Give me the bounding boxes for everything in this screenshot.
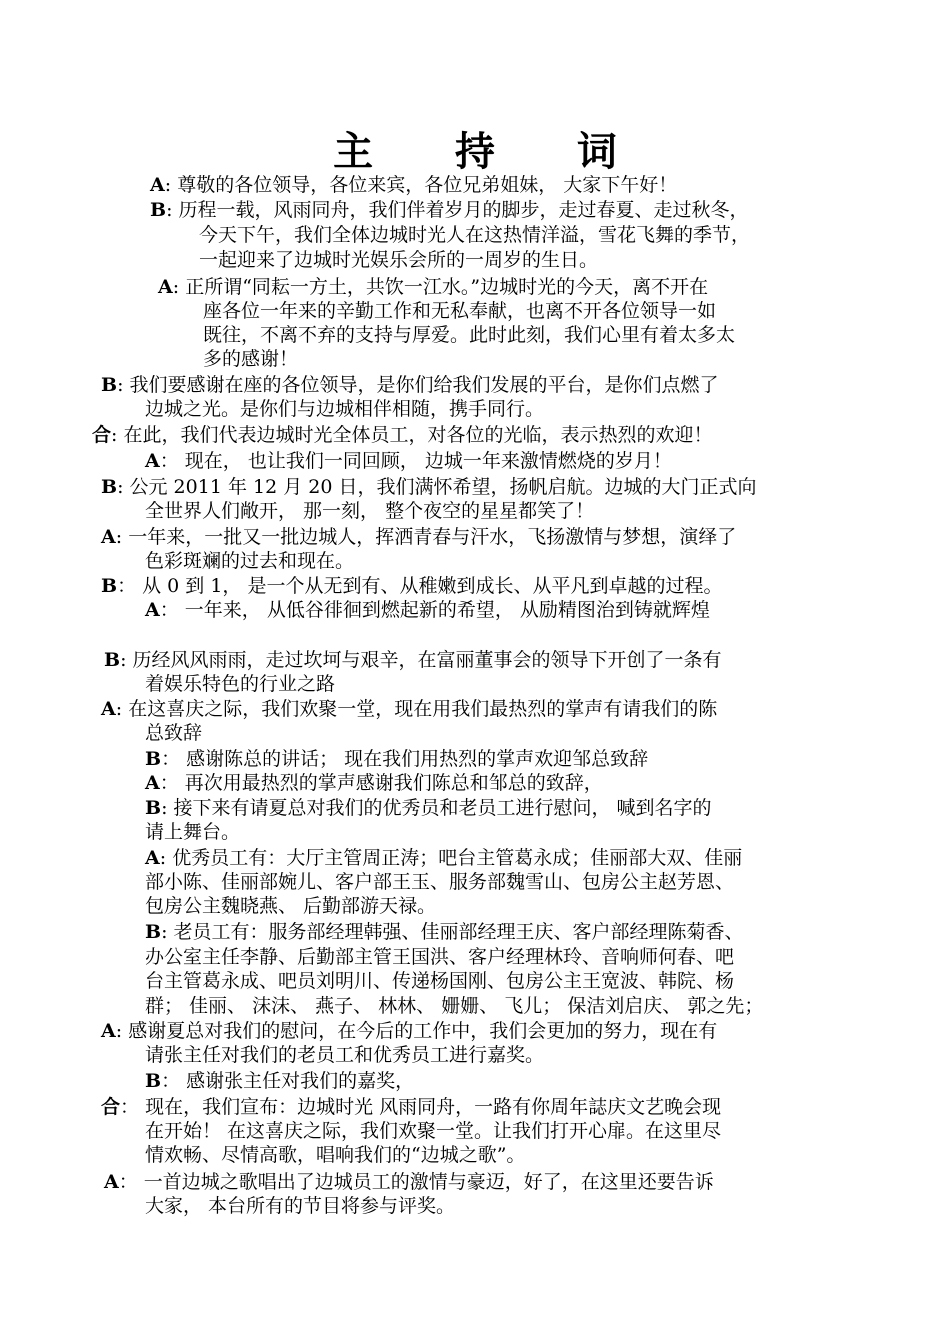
script-line xyxy=(145,1143,525,1167)
line-text: 群； 佳丽、 沫沫、 燕子、 林林、 姗姗、 飞儿； 保洁刘启庆、 郭之先； xyxy=(145,995,764,1017)
speaker-separator: : xyxy=(120,649,133,671)
script-line xyxy=(145,870,734,894)
line-text: 请上舞台。 xyxy=(145,821,241,843)
line-text: 边城之光。是你们与边城相伴相随，携手同行。 xyxy=(145,398,545,420)
line-text: 今天下午，我们全体边城时光人在这热情洋溢，雪花飞舞的季节， xyxy=(199,224,751,246)
speaker-label: A xyxy=(145,599,160,621)
line-text: 多的感谢！ xyxy=(203,348,299,370)
speaker-label: B xyxy=(101,575,118,597)
speaker-separator: ： xyxy=(159,772,185,794)
script-line xyxy=(150,198,749,222)
line-text: 历经风风雨雨，走过坎坷与艰辛，在富丽董事会的领导下开创了一条有 xyxy=(132,649,722,671)
speaker-label: A xyxy=(145,847,160,869)
speaker-label: B xyxy=(101,374,118,396)
script-line xyxy=(150,173,677,197)
speaker-separator: ： xyxy=(161,1070,187,1092)
line-text: 公元 2011 年 12 月 20 日，我们满怀希望，扬帆启航。边城的大门正式向 xyxy=(129,476,757,498)
script-line xyxy=(145,672,335,696)
line-text: 尊敬的各位领导，各位来宾，各位兄弟姐妹， 大家下午好！ xyxy=(177,174,678,196)
speaker-label: 合 xyxy=(101,1096,121,1118)
script-line xyxy=(101,373,719,397)
script-line xyxy=(203,323,735,347)
line-text: 现在，我们宣布：边城时光 风雨同舟，一路有你周年誌庆文艺晚会现 xyxy=(145,1096,722,1118)
speaker-label: A xyxy=(145,772,160,794)
line-text: 再次用最热烈的掌声感谢我们陈总和邹总的致辞， xyxy=(184,772,603,794)
script-line xyxy=(145,499,594,523)
speaker-label: B xyxy=(145,921,162,943)
script-line xyxy=(145,994,763,1018)
script-line xyxy=(158,275,708,299)
speaker-separator: : xyxy=(115,1020,129,1042)
speaker-separator: ： xyxy=(159,599,185,621)
line-text: 座各位一年来的辛勤工作和无私奉献，也离不开各位领导一如 xyxy=(203,300,717,322)
line-text: 从 0 到 1， 是一个从无到有、从稚嫩到成长、从平凡到卓越的过程。 xyxy=(142,575,723,597)
script-line xyxy=(101,697,717,721)
script-line xyxy=(101,525,736,549)
script-line xyxy=(101,574,722,598)
script-line xyxy=(101,1095,721,1119)
script-line xyxy=(203,299,716,323)
line-text: 感谢张主任对我们的嘉奖， xyxy=(186,1070,415,1092)
line-text: 在这喜庆之际，我们欢聚一堂，现在用我们最热烈的掌声有请我们的陈 xyxy=(128,698,718,720)
speaker-label: A xyxy=(101,698,116,720)
line-text: 感谢夏总对我们的慰问，在今后的工作中，我们会更加的努力，现在有 xyxy=(128,1020,718,1042)
line-text: 大家， 本台所有的节目将参与评奖。 xyxy=(145,1195,456,1217)
script-line xyxy=(145,747,648,771)
line-text: 历程一载，风雨同舟，我们伴着岁月的脚步，走过春夏、走过秋冬， xyxy=(178,199,749,221)
script-line xyxy=(145,721,202,745)
speaker-separator: : xyxy=(164,174,178,196)
script-line xyxy=(145,598,710,622)
line-text: 请张主任对我们的老员工和优秀员工进行嘉奖。 xyxy=(145,1044,545,1066)
line-text: 我们要感谢在座的各位领导，是你们给我们发展的平台，是你们点燃了 xyxy=(129,374,719,396)
line-text: 既往，不离不弃的支持与厚爱。此时此刻，我们心里有着太多太 xyxy=(203,324,736,346)
speaker-separator: : xyxy=(117,374,130,396)
document-title: 主 持 词 xyxy=(333,128,651,175)
speaker-separator: : xyxy=(117,476,130,498)
line-text: 着娱乐特色的行业之路 xyxy=(145,673,336,695)
speaker-separator: : xyxy=(115,698,129,720)
script-line xyxy=(145,894,436,918)
script-line xyxy=(145,449,672,473)
script-line xyxy=(145,1043,544,1067)
speaker-label: A xyxy=(145,450,160,472)
line-text: 一年来，一批又一批边城人，挥洒青春与汗水，飞扬激情与梦想，演绎了 xyxy=(128,526,737,548)
script-line xyxy=(145,846,742,870)
script-line xyxy=(145,920,744,944)
line-text: 总致辞 xyxy=(145,722,203,744)
line-text: 现在， 也让我们一同回顾， 边城一年来激情燃烧的岁月！ xyxy=(184,450,672,472)
speaker-separator: : xyxy=(161,921,174,943)
line-text: 色彩斑斓的过去和现在。 xyxy=(145,550,355,572)
speaker-separator: ： xyxy=(159,450,185,472)
script-line xyxy=(104,648,722,672)
speaker-separator: : xyxy=(166,199,179,221)
line-text: 全世界人们敞开， 那一刻， 整个夜空的星星都笑了！ xyxy=(145,500,595,522)
speaker-label: A xyxy=(101,526,116,548)
line-text: 接下来有请夏总对我们的优秀员和老员工进行慰问， 喊到名字的 xyxy=(173,797,712,819)
line-text: 一首边城之歌唱出了边城员工的激情与豪迈，好了，在这里还要告诉 xyxy=(143,1171,714,1193)
script-line xyxy=(145,796,712,820)
script-line xyxy=(145,1194,455,1218)
speaker-label: A xyxy=(101,1020,116,1042)
script-line xyxy=(145,969,734,993)
speaker-separator: : xyxy=(159,847,173,869)
speaker-separator: : xyxy=(172,276,186,298)
speaker-label: B xyxy=(101,476,118,498)
script-line xyxy=(145,820,240,844)
script-line xyxy=(101,1019,717,1043)
speaker-label: 合 xyxy=(92,424,112,446)
script-line xyxy=(203,347,298,371)
script-line xyxy=(101,475,756,499)
script-line xyxy=(145,549,354,573)
speaker-separator: : xyxy=(111,424,124,446)
line-text: 正所谓“同耘一方土，共饮一江水。”边城时光的今天，离不开在 xyxy=(185,276,709,298)
script-line xyxy=(145,945,734,969)
script-line xyxy=(199,248,598,272)
line-text: 包房公主魏晓燕、 后勤部游天禄。 xyxy=(145,895,437,917)
speaker-separator: : xyxy=(115,526,129,548)
script-line xyxy=(145,397,544,421)
speaker-separator: ： xyxy=(120,1096,146,1118)
line-text: 台主管葛永成、吧员刘明川、传递杨国刚、包房公主王宽波、韩院、杨 xyxy=(145,970,735,992)
script-line xyxy=(145,771,603,795)
script-line xyxy=(104,1170,714,1194)
line-text: 在开始！ 在这喜庆之际，我们欢聚一堂。让我们打开心扉。在这里尽 xyxy=(145,1120,722,1142)
script-line xyxy=(145,1069,414,1093)
speaker-label: B xyxy=(145,797,162,819)
speaker-label: A xyxy=(150,174,165,196)
line-text: 部小陈、佳丽部婉儿、客户部王玉、服务部魏雪山、包房公主赵芳恩、 xyxy=(145,871,735,893)
line-text: 一起迎来了边城时光娱乐会所的一周岁的生日。 xyxy=(199,249,599,271)
line-text: 办公室主任李静、后勤部主管王国洪、客户经理林玲、音响师何春、吧 xyxy=(145,946,735,968)
line-text: 老员工有：服务部经理韩强、佳丽部经理王庆、客户部经理陈菊香、 xyxy=(173,921,744,943)
speaker-label: B xyxy=(150,199,167,221)
line-text: 优秀员工有：大厅主管周正涛；吧台主管葛永成；佳丽部大双、佳丽 xyxy=(172,847,743,869)
speaker-separator: ： xyxy=(161,748,187,770)
script-line xyxy=(92,423,712,447)
speaker-label: B xyxy=(145,748,162,770)
script-line xyxy=(145,1119,721,1143)
speaker-label: B xyxy=(145,1070,162,1092)
line-text: 情欢畅、尽情高歌，唱响我们的“边城之歌”。 xyxy=(145,1144,526,1166)
script-line xyxy=(199,223,750,247)
speaker-label: B xyxy=(104,649,121,671)
line-text: 在此，我们代表边城时光全体员工，对各位的光临，表示热烈的欢迎！ xyxy=(123,424,713,446)
speaker-separator: : xyxy=(161,797,174,819)
line-text: 感谢陈总的讲话； 现在我们用热烈的掌声欢迎邹总致辞 xyxy=(186,748,649,770)
speaker-separator: ： xyxy=(117,575,143,597)
speaker-separator: ： xyxy=(118,1171,144,1193)
speaker-label: A xyxy=(104,1171,119,1193)
line-text: 一年来， 从低谷徘徊到燃起新的希望， 从励精图治到铸就辉煌 xyxy=(184,599,710,621)
speaker-label: A xyxy=(158,276,173,298)
